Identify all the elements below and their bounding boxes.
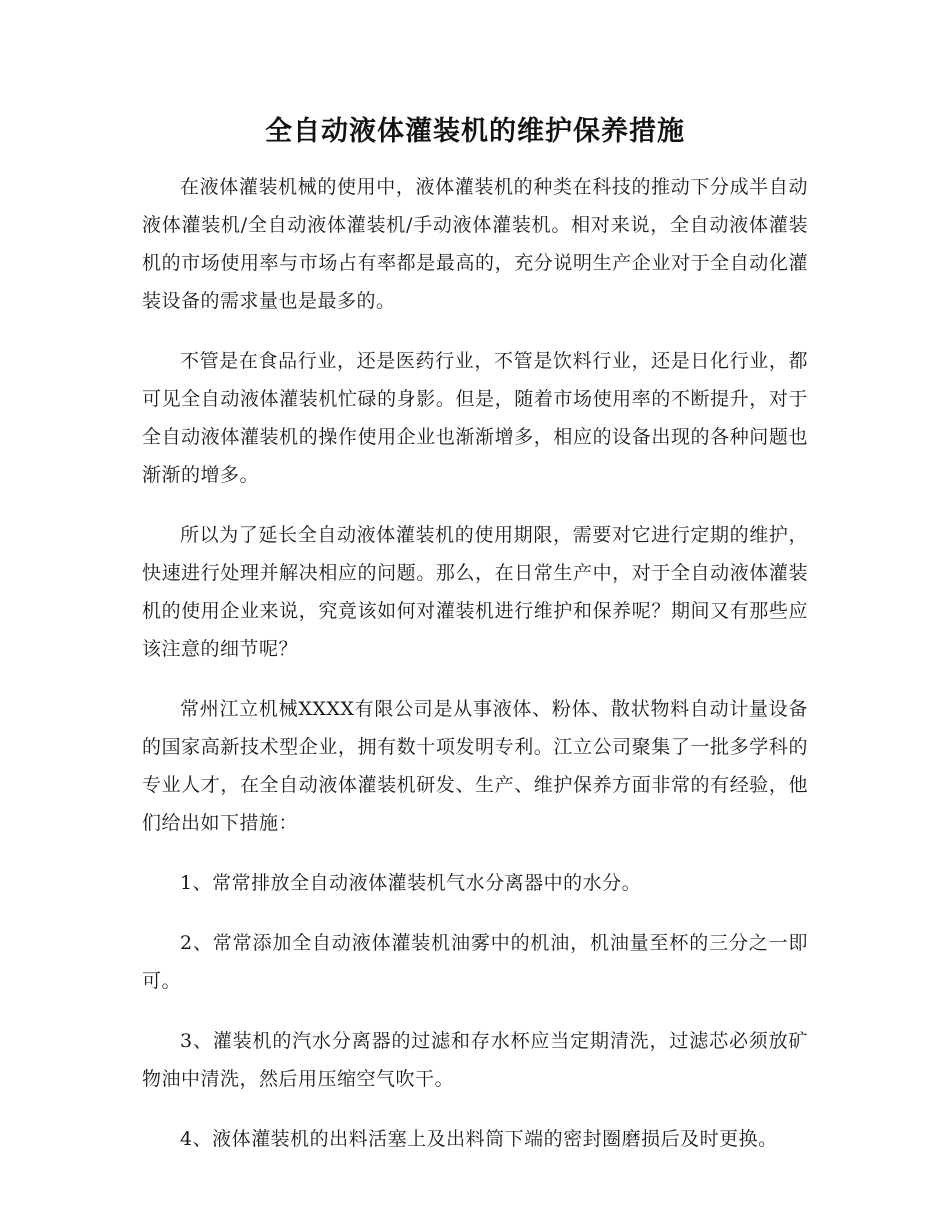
paragraph-industries: 不管是在食品行业，还是医药行业，不管是饮料行业，还是日化行业，都可见全自动液体灌装机忙碌的身影。但是，随着市场使用率的不断提升，对于全自动液体灌装机的操作使用企业也渐渐增多，相应的设备出现的各种问题也渐渐的增多。 — [142, 350, 808, 486]
document-title: 全自动液体灌装机的维护保养措施 — [265, 116, 685, 147]
list-item-4: 4、液体灌装机的出料活塞上及出料筒下端的密封圈磨损后及时更换。 — [180, 1128, 778, 1150]
document-body — [142, 168, 808, 1180]
list-item-1: 1、常常排放全自动液体灌装机气水分离器中的水分。 — [180, 872, 642, 894]
paragraph-company: 常州江立机械XXXX有限公司是从事液体、粉体、散状物料自动计量设备的国家高新技术型企业，拥有数十项发明专利。江立公司聚集了一批多学科的专业人才，在全自动液体灌装机研发、生产、维护保养方面非常的有经验，他们给出如下措施： — [142, 698, 808, 834]
paragraph-intro: 在液体灌装机械的使用中，液体灌装机的种类在科技的推动下分成半自动液体灌装机/全自动液体灌装机/手动液体灌装机。相对来说，全自动液体灌装机的市场使用率与市场占有率都是最高的，充分说明生产企业对于全自动化灌装设备的需求量也是最多的。 — [142, 176, 808, 312]
list-item-3: 3、灌装机的汽水分离器的过滤和存水杯应当定期清洗，过滤芯必须放矿物油中清洗，然后用压缩空气吹干。 — [142, 1030, 808, 1090]
list-item-2: 2、常常添加全自动液体灌装机油雾中的机油，机油量至杯的三分之一即可。 — [142, 932, 808, 992]
paragraph-maintenance-need: 所以为了延长全自动液体灌装机的使用期限，需要对它进行定期的维护，快速进行处理并解决相应的问题。那么，在日常生产中，对于全自动液体灌装机的使用企业来说，究竟该如何对灌装机进行维护和保养呢？期间又有那些应该注意的细节呢？ — [142, 524, 808, 660]
